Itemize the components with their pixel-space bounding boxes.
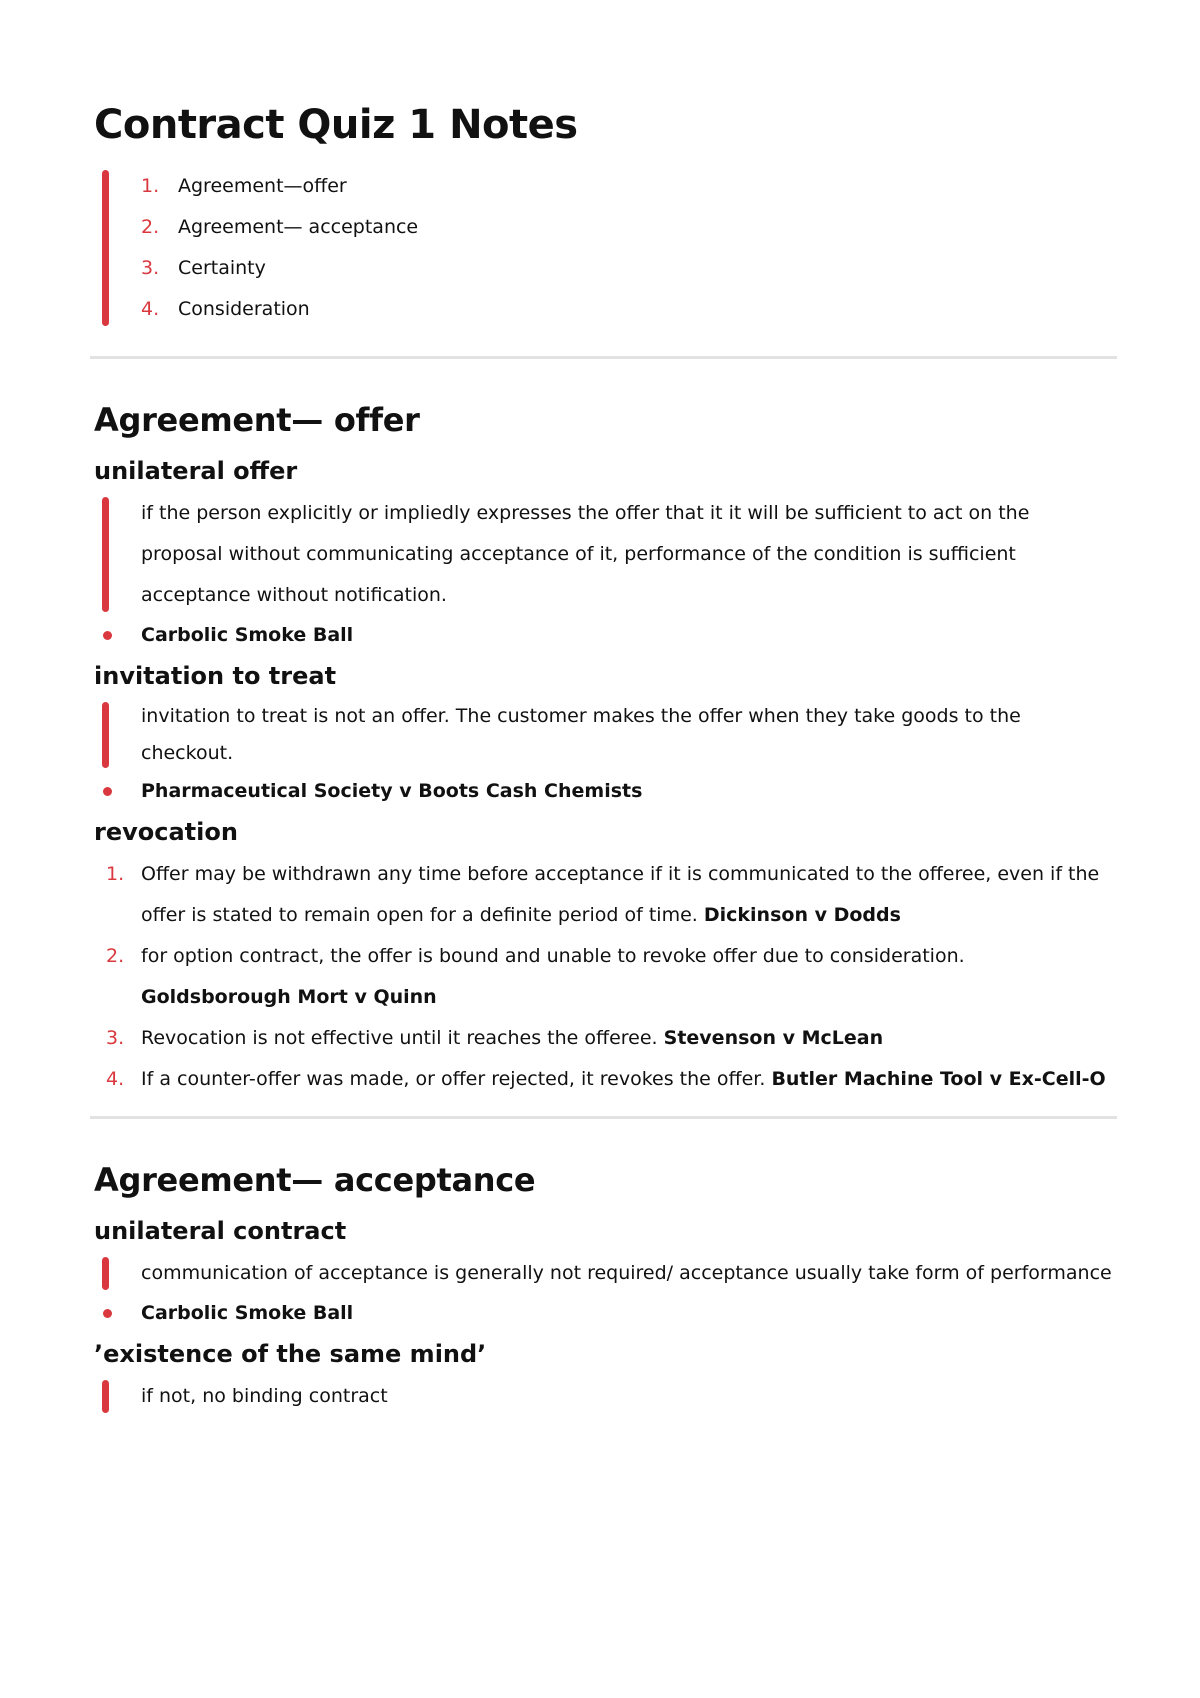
page-title: Contract Quiz 1 Notes: [94, 102, 578, 148]
quote-block: if the person explicitly or impliedly expresses the offer that it it will be sufficient to act on the proposal without communicating acceptance of it, performance of the condition is sufficient acceptance without notification.: [94, 493, 1113, 616]
subheading: ’existence of the same mind’: [94, 1340, 487, 1368]
subheading: revocation: [94, 818, 238, 846]
bullet-dot-icon: [103, 787, 112, 796]
bullet-dot-icon: [103, 1309, 112, 1318]
section-divider: [90, 356, 1117, 359]
list-item: 4. If a counter-offer was made, or offer rejected, it revokes the offer. Butler Machine Tool v Ex-Cell-O: [106, 1068, 1106, 1090]
list-item: 2. for option contract, the offer is bound and unable to revoke offer due to consideration. Goldsborough Mort v Quinn: [106, 945, 965, 1008]
subheading: invitation to treat: [94, 662, 337, 690]
toc-item: 2. Agreement— acceptance: [141, 216, 419, 238]
quote-block: communication of acceptance is generally not required/ acceptance usually take form of performance: [94, 1253, 1113, 1294]
subheading: unilateral contract: [94, 1217, 347, 1245]
toc-item: 3. Certainty: [141, 257, 266, 279]
subheading: unilateral offer: [94, 457, 298, 485]
subsection-invitation-to-treat: [94, 662, 1113, 810]
case-bullet: Carbolic Smoke Ball: [94, 616, 1113, 654]
section-heading-offer: Agreement— offer: [94, 401, 420, 439]
case-bullet: Carbolic Smoke Ball: [94, 1294, 1113, 1332]
subsection-unilateral-contract: [94, 1217, 1113, 1332]
quote-block: if not, no binding contract: [94, 1376, 1113, 1417]
toc-list: [141, 166, 1113, 330]
toc-item: 4. Consideration: [141, 298, 310, 320]
subsection-revocation: [94, 818, 1113, 1100]
section-divider: [90, 1116, 1117, 1119]
subsection-unilateral-offer: [94, 457, 1113, 654]
section-heading-acceptance: Agreement— acceptance: [94, 1161, 536, 1199]
revocation-list: [94, 854, 1113, 1100]
list-item: 3. Revocation is not effective until it reaches the offeree. Stevenson v McLean: [106, 1027, 884, 1049]
toc-item: 1. Agreement—offer: [141, 175, 347, 197]
case-bullet: Pharmaceutical Society v Boots Cash Chemists: [94, 772, 1113, 810]
toc-quote: [94, 166, 1113, 330]
bullet-dot-icon: [103, 631, 112, 640]
subsection-same-mind: [94, 1340, 1113, 1417]
quote-block: invitation to treat is not an offer. The customer makes the offer when they take goods to the checkout.: [94, 698, 1113, 772]
list-item: 1. Offer may be withdrawn any time before acceptance if it is communicated to the offeree, even if the offer is stated to remain open for a definite period of time. Dickinson v Dodds: [106, 863, 1100, 926]
